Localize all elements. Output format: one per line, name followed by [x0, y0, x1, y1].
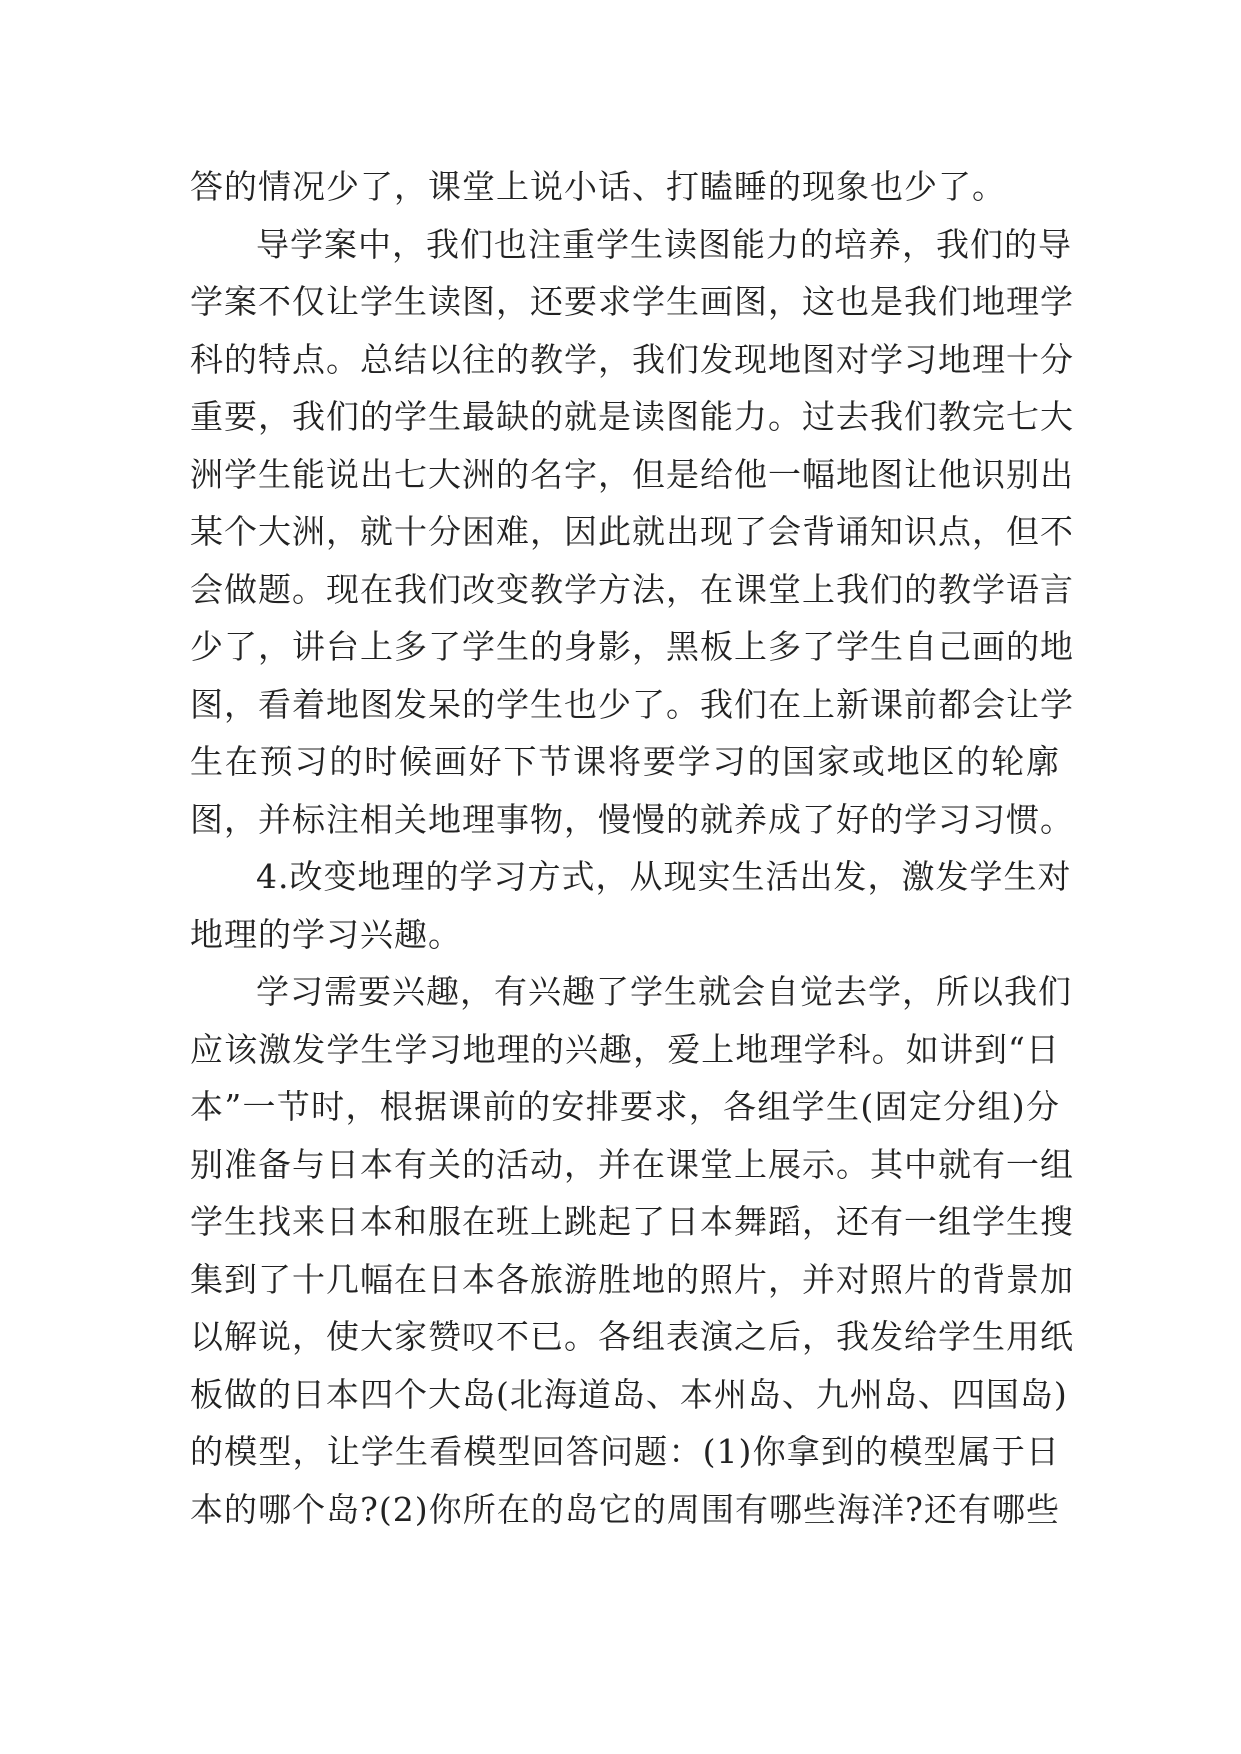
text-line: 以解说，使大家赞叹不已。各组表演之后，我发给学生用纸 — [190, 1317, 1074, 1356]
text-line: 重要，我们的学生最缺的就是读图能力。过去我们教完七大 — [190, 397, 1074, 436]
text-line: 图，看着地图发呆的学生也少了。我们在上新课前都会让学 — [190, 684, 1074, 724]
text-line: 应该激发学生学习地理的兴趣，爱上地理学科。如讲到“日 — [190, 1029, 1060, 1069]
text-line: 科的特点。总结以往的教学，我们发现地图对学习地理十分 — [190, 339, 1074, 379]
text-line: 少了，讲台上多了学生的身影，黑板上多了学生自己画的地 — [190, 627, 1074, 666]
text-line: 的模型，让学生看模型回答问题：(1)你拿到的模型属于日 — [190, 1432, 1060, 1471]
paragraph-first-line: 学习需要兴趣，有兴趣了学生就会自觉去学，所以我们 — [256, 972, 1072, 1011]
text-line: 某个大洲，就十分困难，因此就出现了会背诵知识点，但不 — [190, 512, 1074, 551]
text-line: 会做题。现在我们改变教学方法，在课堂上我们的教学语言 — [190, 569, 1074, 609]
text-line: 板做的日本四个大岛(北海道岛、本州岛、九州岛、四国岛) — [190, 1374, 1068, 1414]
text-line: 洲学生能说出七大洲的名字，但是给他一幅地图让他识别出 — [190, 454, 1074, 494]
text-line: 本的哪个岛?(2)你所在的岛它的周围有哪些海洋?还有哪些 — [190, 1489, 1060, 1529]
text-line: 学生找来日本和服在班上跳起了日本舞蹈，还有一组学生搜 — [190, 1202, 1074, 1241]
body-text — [190, 158, 1074, 1538]
text-line: 本”一节时，根据课前的安排要求，各组学生(固定分组)分 — [190, 1087, 1060, 1126]
text-line: 生在预习的时候画好下节课将要学习的国家或地区的轮廓 — [190, 742, 1060, 781]
text-line: 别准备与日本有关的活动，并在课堂上展示。其中就有一组 — [190, 1144, 1074, 1184]
text-line: 学案不仅让学生读图，还要求学生画图，这也是我们地理学 — [190, 282, 1074, 321]
paragraph-first-line: 导学案中，我们也注重学生读图能力的培养，我们的导 — [256, 224, 1072, 264]
text-line: 图，并标注相关地理事物，慢慢的就养成了好的学习习惯。 — [190, 799, 1074, 839]
section-heading-end: 地理的学习兴趣。 — [190, 914, 462, 954]
text-line: 答的情况少了，课堂上说小话、打瞌睡的现象也少了。 — [190, 167, 1006, 206]
text-line: 集到了十几幅在日本各旅游胜地的照片，并对照片的背景加 — [190, 1259, 1074, 1299]
section-heading: 4.改变地理的学习方式，从现实生活出发，激发学生对 — [256, 857, 1072, 896]
